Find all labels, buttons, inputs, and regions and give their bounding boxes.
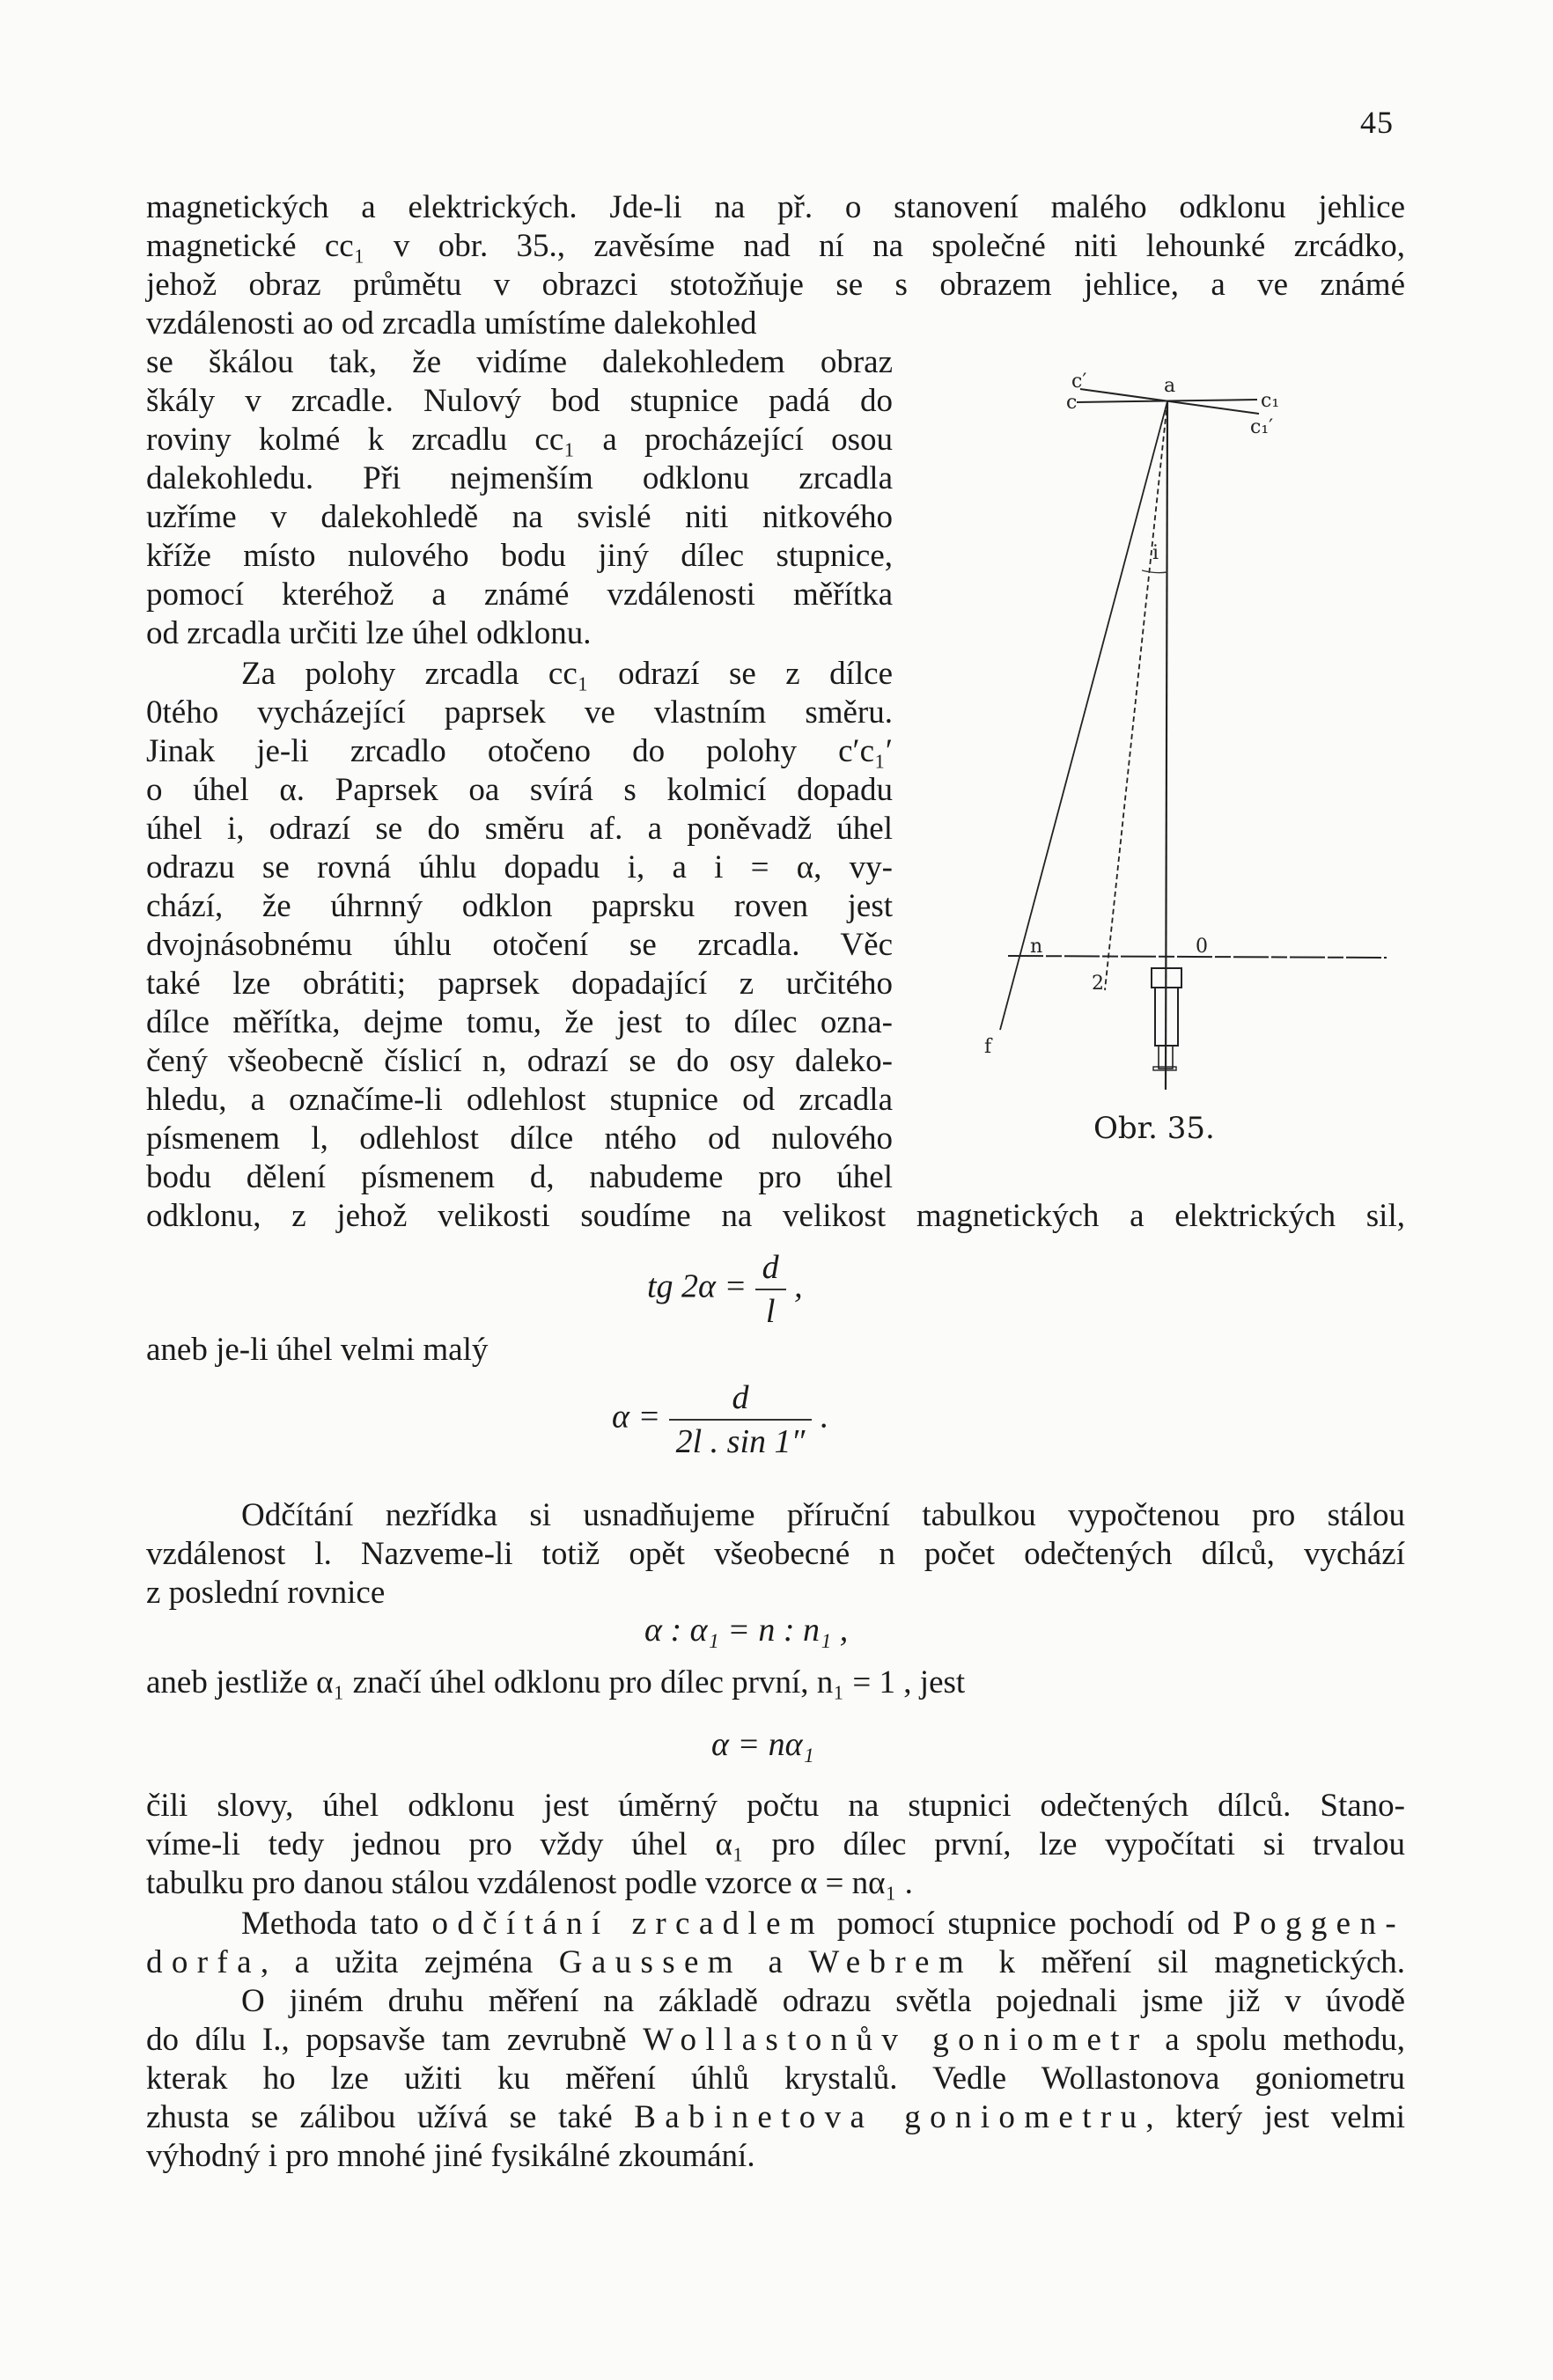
text-line: čený všeobecně číslicí n, odrazí se do osy daleko- [146, 1043, 893, 1079]
label-c-prime: c′ [1071, 371, 1087, 393]
text-line: pomocí kteréhož a známé vzdálenosti měřítka [146, 577, 893, 613]
label-zero: 0 [1196, 936, 1208, 958]
text-line: vzdálenosti ao od zrcadla umístíme dalekohled [146, 305, 757, 342]
spaced-name: Gaussem [558, 1944, 742, 1980]
text-line: Za polohy zrcadla cc₁ odrazí se z dílce [241, 656, 893, 692]
spaced-name: Webrem [808, 1944, 973, 1980]
fraction [669, 1378, 813, 1461]
text-line: O jiném druhu měření na základě odrazu světla pojednali jsme již v úvodě [241, 1983, 1405, 2019]
text-span: , a užita zejména [260, 1944, 559, 1980]
text-line: hledu, a označíme-li odlehlost stupnice od zrcadla [146, 1082, 893, 1118]
formula-lhs: α = [612, 1398, 661, 1436]
page-number: 45 [1360, 105, 1394, 140]
label-i: i [1152, 542, 1159, 564]
label-two: 2 [1092, 973, 1104, 995]
text-line: jehož obraz průmětu v obrazci stotožňuje se s obrazem jehlice, a ve známé [146, 267, 1405, 303]
spaced-name: dorfa [146, 1944, 261, 1980]
spaced-term: odčítání zrcadlem [431, 1906, 825, 1942]
label-f: f [984, 1036, 992, 1058]
ray-af [1000, 401, 1167, 1030]
text-line [146, 2021, 1405, 2060]
text-line: víme-li tedy jednou pro vždy úhel α₁ pro dílec první, lze vypočítati si trvalou [146, 1826, 1405, 1862]
text-span: Methoda tato [241, 1906, 432, 1942]
text-span: a [741, 1944, 809, 1980]
fraction-bar [755, 1289, 786, 1290]
text-line: 0tého vycházející paprsek ve vlastním směru. [146, 694, 893, 731]
spaced-term: Babinetova goniometru [634, 2099, 1146, 2135]
spaced-name: Poggen- [1233, 1906, 1405, 1942]
text-line: úhel i, odrazí se do směru af. a poněvadž úhel [146, 811, 893, 847]
formula-proportion: α : α₁ = n : n₁ , [644, 1612, 849, 1649]
text-line: čili slovy, úhel odklonu jest úměrný počtu na stupnici odečtených dílců. Stano- [146, 1788, 1405, 1824]
fraction-bar [669, 1419, 813, 1421]
spaced-term: Wollastonův goniometr [643, 2022, 1149, 2058]
text-jestlize: aneb jestliže α₁ značí úhel odklonu pro dílec první, n₁ = 1 , jest [146, 1664, 966, 1701]
text-line: chází, že úhrnný odklon paprsku roven jest [146, 888, 893, 924]
angle-arc-i [1142, 570, 1167, 573]
text-line: dílce měřítka, dejme tomu, že jest to dílec ozna- [146, 1004, 893, 1040]
formula-trail: , [794, 1267, 803, 1305]
formula-tangent [647, 1248, 803, 1331]
text-line: magnetických a elektrických. Jde-li na př. o stanovení malého odklonu jehlice [146, 189, 1405, 225]
text-span: , který jest velmi [1145, 2099, 1406, 2135]
text-line: odklonu, z jehož velikosti soudíme na velikost magnetických a elektrických sil, [146, 1198, 1405, 1234]
text-line: magnetické cc₁ v obr. 35., zavěsíme nad ní na společné niti lehounké zrcádko, [146, 228, 1405, 264]
denominator: l [765, 1293, 776, 1330]
formula-trail: . [820, 1398, 829, 1436]
text-span: a spolu methodu, [1148, 2022, 1405, 2058]
text-line: od zrcadla určiti lze úhel odklonu. [146, 615, 592, 651]
text-line [146, 1943, 1405, 1982]
text-line: dalekohledu. Při nejmenším odklonu zrcadla [146, 460, 893, 496]
text-span: do dílu I., popsavše tam zevrubně [146, 2022, 644, 2058]
text-line: odrazu se rovná úhlu dopadu i, a i = α, vy- [146, 849, 893, 885]
text-small-angle: aneb je-li úhel velmi malý [146, 1332, 489, 1368]
formula-alpha-n: α = nα₁ [711, 1726, 814, 1763]
text-line: bodu dělení písmenem d, nabudeme pro úhel [146, 1159, 893, 1195]
formula-alpha [612, 1378, 828, 1461]
label-c1: c₁ [1261, 390, 1280, 412]
fraction [755, 1248, 786, 1331]
text-line: výhodný i pro mnohé jiné fysikálné zkoumání. [146, 2138, 755, 2174]
label-c1-prime: c₁′ [1250, 416, 1274, 438]
text-line: kříže místo nulového bodu jiný dílec stupnice, [146, 538, 893, 574]
text-line: tabulku pro danou stálou vzdálenost podle vzorce α = nα₁ . [146, 1865, 913, 1901]
text-line: škály v zrcadle. Nulový bod stupnice padá do [146, 383, 893, 419]
figure-mirror-scale-diagram [951, 352, 1347, 1058]
numerator: d [732, 1379, 749, 1416]
text-line: o úhel α. Paprsek oa svírá s kolmicí dopadu [146, 772, 893, 808]
text-line: vzdálenost l. Nazveme-li totiž opět všeobecné n počet odečtených dílců, vychází [146, 1536, 1405, 1572]
label-a: a [1164, 375, 1176, 397]
text-line: Jinak je-li zrcadlo otočeno do polohy c′c₁′ [146, 733, 893, 769]
label-n: n [1030, 936, 1043, 958]
formula-lhs: tg 2α = [647, 1267, 747, 1305]
figure-caption: Obr. 35. [1093, 1111, 1215, 1146]
text-line: kterak ho lze užiti ku měření úhlů krystalů. Vedle Wollastonova goniometru [146, 2060, 1405, 2097]
text-line [146, 2098, 1405, 2137]
text-line: roviny kolmé k zrcadlu cc₁ a procházející osou [146, 422, 893, 458]
text-line: z poslední rovnice [146, 1575, 386, 1611]
label-c: c [1066, 392, 1078, 414]
denominator: 2l . sin 1″ [675, 1423, 806, 1460]
text-line: uzříme v dalekohledě na svislé niti nitkového [146, 499, 893, 535]
text-line: se škálou tak, že vidíme dalekohledem obraz [146, 344, 893, 380]
text-line: Odčítání nezřídka si usnadňujeme příruční tabulkou vypočtenou pro stálou [241, 1497, 1405, 1533]
normal-dashed [1105, 401, 1167, 990]
numerator: d [762, 1249, 779, 1286]
text-span: k měření sil magnetických. [972, 1944, 1405, 1980]
text-line: dvojnásobnému úhlu otočení se zrcadla. Věc [146, 927, 893, 963]
telescope-axis [1166, 401, 1167, 1090]
text-span: pomocí stupnice pochodí od [824, 1906, 1233, 1942]
text-line: písmenem l, odlehlost dílce ntého od nulového [146, 1120, 893, 1157]
text-line: také lze obrátiti; paprsek dopadající z určitého [146, 966, 893, 1002]
text-span: zhusta se zálibou užívá se také [146, 2099, 635, 2135]
text-line [241, 1905, 1405, 1943]
